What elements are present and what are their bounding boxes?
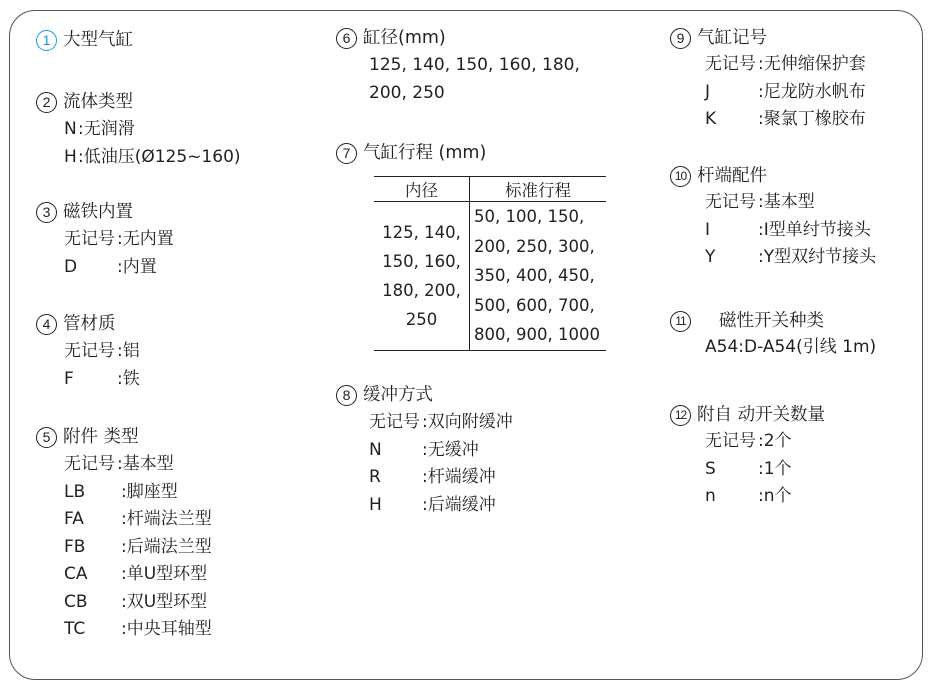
list-item: J :尼龙防水帆布 bbox=[705, 81, 866, 102]
section-4-heading bbox=[36, 313, 140, 335]
section-11-heading bbox=[670, 310, 876, 332]
section-number: 7 bbox=[336, 143, 357, 164]
list-item: D :内置 bbox=[64, 256, 157, 277]
section-10-heading bbox=[670, 165, 876, 187]
section-5 bbox=[36, 426, 212, 644]
section-7 bbox=[336, 142, 486, 164]
list-item: N :无润滑 bbox=[64, 119, 135, 139]
list-item: I :I型单纣节接头 bbox=[705, 219, 871, 240]
section-title: 缸径(mm) bbox=[363, 28, 446, 48]
section-number: 12 bbox=[670, 405, 691, 426]
section-number: 2 bbox=[36, 92, 57, 113]
section-title: 磁性开关种类 bbox=[719, 311, 824, 331]
section-12-heading bbox=[670, 404, 825, 426]
list-item: CA :单U型环型 bbox=[64, 564, 208, 584]
list-item: 无记号 :基本型 bbox=[64, 454, 174, 474]
section-10 bbox=[670, 165, 876, 272]
list-item: R :杆端缓冲 bbox=[369, 467, 496, 487]
section-title: 气缸记号 bbox=[697, 28, 767, 48]
list-item: 无记号 :铝 bbox=[64, 341, 140, 361]
list-item: n :n个 bbox=[705, 486, 792, 506]
list-item: 无记号 :双向附缓冲 bbox=[369, 412, 513, 432]
section-number: 1 bbox=[36, 30, 57, 51]
list-item: N :无缓冲 bbox=[369, 439, 479, 460]
section-2-heading bbox=[36, 91, 241, 113]
list-item: 无记号 :基本型 bbox=[705, 192, 815, 212]
section-8-heading bbox=[336, 384, 513, 406]
section-number: 5 bbox=[36, 427, 57, 448]
list-item: K :聚氯丁橡胶布 bbox=[705, 109, 866, 129]
stroke-table bbox=[374, 176, 606, 351]
list-item: 无记号 :无内置 bbox=[64, 229, 174, 249]
section-2 bbox=[36, 91, 241, 171]
section-title: 附自 动开关数量 bbox=[697, 405, 826, 425]
section-3-heading bbox=[36, 201, 174, 223]
bore-sizes-line: 200, 250 bbox=[369, 82, 445, 103]
section-8 bbox=[336, 384, 513, 519]
list-item: TC :中央耳轴型 bbox=[64, 619, 212, 639]
section-1 bbox=[36, 29, 133, 51]
section-title: 附件 类型 bbox=[63, 427, 139, 447]
list-item: FB :后端法兰型 bbox=[64, 536, 212, 557]
section-title: 磁铁内置 bbox=[63, 202, 133, 222]
section-6-heading bbox=[336, 27, 580, 49]
diameter-cell: 125, 140, 150, 160, 180, 200, 250 bbox=[374, 202, 470, 351]
list-item: LB :脚座型 bbox=[64, 481, 178, 502]
section-7-heading bbox=[336, 142, 486, 164]
section-title: 大型气缸 bbox=[63, 30, 133, 50]
list-item: Y :Y型双纣节接头 bbox=[705, 247, 877, 267]
list-item: A54 :D-A54(引线 1m) bbox=[705, 337, 877, 357]
section-number: 10 bbox=[670, 166, 691, 187]
section-number: 4 bbox=[36, 314, 57, 335]
section-11 bbox=[670, 310, 876, 362]
section-title: 缓冲方式 bbox=[363, 385, 433, 405]
list-item: H :后端缓冲 bbox=[369, 494, 496, 515]
bore-sizes-line: 125, 140, 150, 160, 180, bbox=[369, 55, 580, 75]
section-9-heading bbox=[670, 27, 866, 49]
section-4 bbox=[36, 313, 140, 393]
section-6 bbox=[336, 27, 580, 107]
list-item: F :铁 bbox=[64, 368, 140, 389]
list-item: S :1个 bbox=[705, 458, 792, 479]
list-item: 无记号 :2个 bbox=[705, 431, 792, 451]
table-header: 标准行程 bbox=[470, 177, 607, 202]
section-5-heading bbox=[36, 426, 212, 448]
section-title: 管材质 bbox=[63, 314, 116, 334]
section-title: 气缸行程 (mm) bbox=[363, 143, 487, 163]
list-item: 无记号 :无伸缩保护套 bbox=[705, 54, 866, 74]
table-header: 内径 bbox=[374, 177, 470, 202]
section-number: 6 bbox=[336, 28, 357, 49]
section-1-heading bbox=[36, 29, 133, 51]
section-number: 8 bbox=[336, 385, 357, 406]
section-number: 11 bbox=[670, 311, 691, 332]
section-3 bbox=[36, 201, 174, 281]
strokes-cell: 50, 100, 150, 200, 250, 300, 350, 400, 450, 500, 600, 700, 800, 900, 1000 bbox=[470, 202, 607, 351]
section-12 bbox=[670, 404, 825, 511]
section-9 bbox=[670, 27, 866, 134]
list-item: H :低油压(Ø125~160) bbox=[64, 146, 241, 167]
section-title: 流体类型 bbox=[63, 92, 133, 112]
section-number: 9 bbox=[670, 28, 691, 49]
section-number: 3 bbox=[36, 202, 57, 223]
list-item: CB :双U型环型 bbox=[64, 591, 208, 612]
list-item: FA :杆端法兰型 bbox=[64, 509, 212, 529]
section-title: 杆端配件 bbox=[697, 166, 767, 186]
